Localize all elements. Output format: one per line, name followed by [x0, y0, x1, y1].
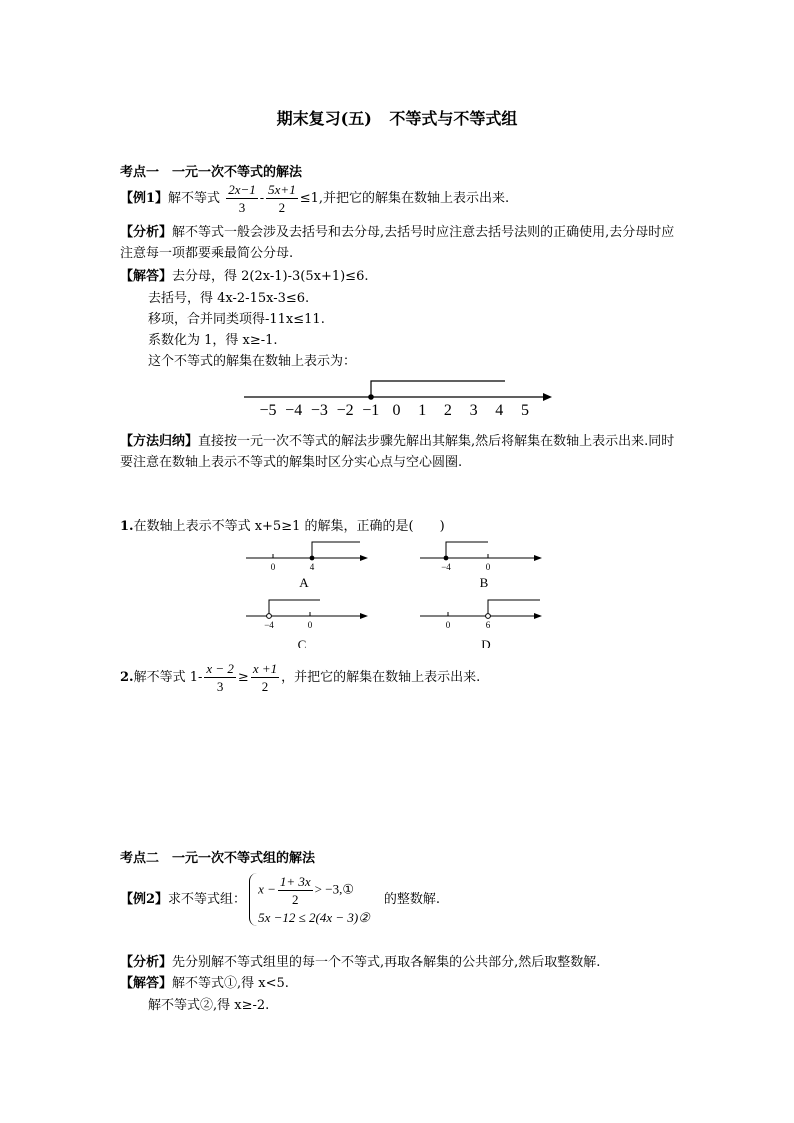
tick-label: −4	[285, 402, 303, 419]
solution-ray	[371, 381, 505, 397]
example2	[120, 873, 440, 926]
option-d-tick-1: 6	[485, 620, 491, 630]
question2-pre: 解不等式 1-	[133, 670, 203, 685]
example1-pre: 解不等式	[168, 191, 221, 206]
inequality-system	[249, 873, 370, 926]
analysis1-label: 【分析】	[120, 225, 173, 240]
answer2-label: 【解答】	[120, 976, 173, 991]
option-a-tick-1: 4	[309, 562, 315, 572]
tick-label: 2	[443, 402, 452, 419]
option-c-number-line[interactable]	[244, 598, 374, 648]
question2-post: ，并把它的解集在数轴上表示出来.	[281, 670, 481, 685]
example2-label: 【例2】	[120, 892, 169, 907]
solid-point	[368, 394, 374, 400]
answer1-step1-text: 去分母，得 2(2x-1)-3(5x+1)≤6.	[172, 269, 369, 284]
option-c-label: C	[297, 637, 307, 648]
tick-label: 4	[495, 402, 504, 419]
question2-fraction1: $\frac{x - 2}{3}$	[206, 661, 234, 694]
option-a-number-line[interactable]	[244, 540, 374, 590]
example1	[120, 181, 509, 216]
page-title	[0, 106, 794, 129]
tick-label: −2	[336, 402, 354, 419]
question1-text: 在数轴上表示不等式 x+5≥1 的解集，正确的是( )	[133, 519, 445, 534]
example2-post: 的整数解.	[383, 892, 440, 907]
example1-fraction1: $\frac{2x-1}{3}$	[228, 182, 256, 215]
question2-ge: ≥	[237, 670, 249, 685]
tick-label: 1	[418, 402, 427, 419]
analysis2-text: 先分别解不等式组里的每一个不等式,再取各解集的公共部分,然后取整数解.	[172, 955, 601, 970]
system-row1-fraction: $\frac{1+ 3x}{2}$	[279, 874, 311, 907]
option-b-tick-0: −4	[441, 562, 451, 572]
section2-heading: 考点二 一元一次不等式组的解法	[120, 851, 316, 866]
tick-label: 5	[521, 402, 529, 419]
method-label: 【方法归纳】	[120, 434, 199, 449]
answer1-step2: 去括号，得 4x-2-15x-3≤6.	[148, 291, 310, 306]
option-b-label: B	[479, 575, 489, 590]
analysis1	[120, 222, 680, 264]
method-summary	[120, 431, 680, 473]
answer2-step1-text: 解不等式①,得 x<5.	[172, 976, 289, 991]
answer1-step3: 移项，合并同类项得-11x≤11.	[148, 312, 325, 327]
option-d-label: D	[481, 637, 491, 648]
title-part-a: 期末复习(五)	[276, 109, 372, 128]
example1-minus: -	[259, 191, 265, 206]
tick-labels	[259, 402, 529, 419]
option-c-tick-1: 0	[307, 620, 313, 630]
example1-post: ≤1,并把它的解集在数轴上表示出来.	[299, 191, 510, 206]
method-text: 直接按一元一次不等式的解法步骤先解出其解集,然后将解集在数轴上表示出来.同时要注意在数轴上表示不等式的解集时区分实心点与空心圆圈.	[120, 434, 675, 470]
option-b-tick-1: 0	[485, 562, 491, 572]
option-a-label: A	[299, 575, 309, 590]
answer2-step2: 解不等式②,得 x≥-2.	[148, 998, 270, 1013]
system-row-2: 5x −12 ≤ 2(4x − 3)②	[258, 910, 370, 925]
question1	[120, 515, 445, 534]
analysis1-text: 解不等式一般会涉及去括号和去分母,去括号时应注意去括号法则的正确使用,去分母时应注意每一项都要乘最简公分母.	[120, 225, 675, 261]
example2-pre: 求不等式组：	[168, 892, 247, 907]
solution-number-line	[240, 375, 560, 423]
tick-label: −5	[259, 402, 277, 419]
answer1-label: 【解答】	[120, 269, 173, 284]
question1-number: 1.	[120, 519, 134, 534]
answer1-step1	[120, 265, 368, 284]
answer2-step1	[120, 972, 289, 991]
axis-arrow	[543, 393, 552, 401]
option-c-tick-0: −4	[264, 620, 274, 630]
option-b-number-line[interactable]	[418, 540, 548, 590]
analysis2-label: 【分析】	[120, 955, 173, 970]
question2-number: 2.	[120, 670, 134, 685]
example1-label: 【例1】	[120, 191, 169, 206]
tick-label: 0	[392, 402, 401, 419]
tick-label: 3	[469, 402, 478, 419]
answer1-step4: 系数化为 1，得 x≥-1.	[148, 333, 278, 348]
option-a-tick-0: 0	[270, 562, 276, 572]
analysis2	[120, 951, 600, 970]
option-d-number-line[interactable]	[418, 598, 548, 648]
tick-label: −3	[310, 402, 328, 419]
title-part-b: 不等式与不等式组	[389, 109, 518, 128]
option-d-tick-0: 0	[445, 620, 451, 630]
tick-label: −1	[362, 402, 380, 419]
example1-fraction2: $\frac{5x+1}{2}$	[268, 182, 296, 215]
question2-fraction2: $\frac{x +1}{2}$	[252, 661, 278, 694]
question2	[120, 660, 480, 695]
system-row-1: x − $\frac{1+ 3x}{2}$ > −3,①	[258, 874, 354, 907]
section1-heading: 考点一 一元一次不等式的解法	[120, 165, 303, 180]
answer1-step5: 这个不等式的解集在数轴上表示为：	[148, 354, 357, 369]
